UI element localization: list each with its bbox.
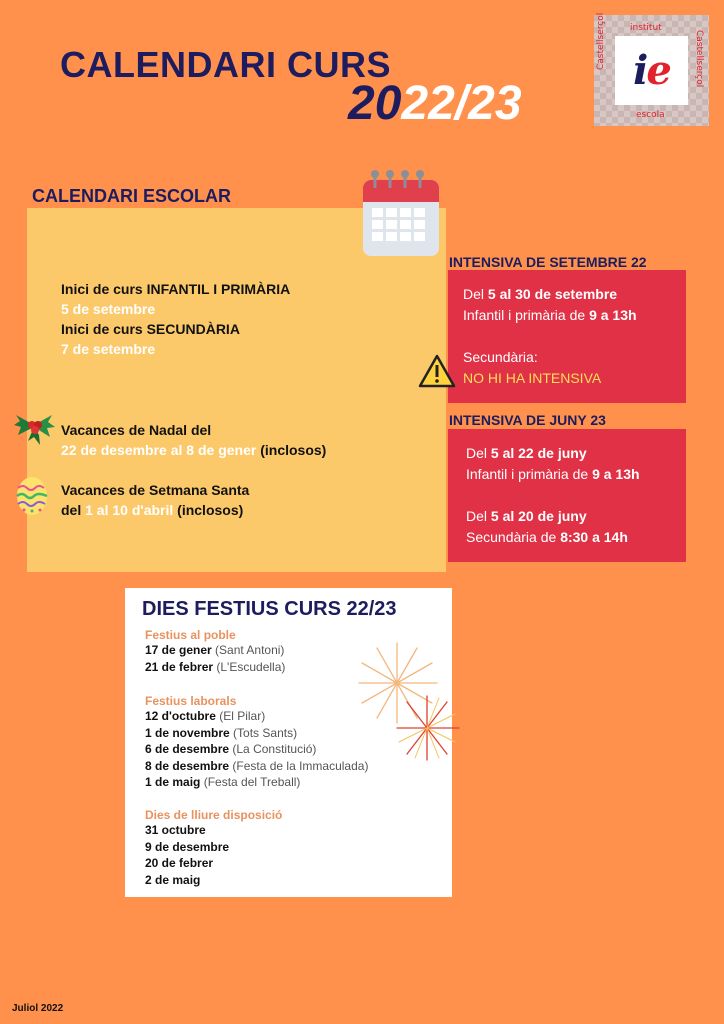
sept-dates: 5 al 30 de setembre	[487, 286, 618, 302]
sept-secondary-label: Secundària:	[463, 349, 538, 365]
local-holidays	[145, 628, 285, 675]
holiday-date: 12 d'octubre	[145, 709, 216, 723]
intensive-sept-box	[448, 270, 686, 403]
holly-icon	[12, 405, 56, 447]
logo-text-left: Castellserçol	[596, 12, 606, 70]
sept-line2-pre: Infantil i primària de	[463, 307, 586, 323]
holiday-name: (Sant Antoni)	[215, 643, 285, 657]
free-day-date: 20 de febrer	[145, 856, 214, 870]
footer-date: Juliol 2022	[12, 1003, 64, 1014]
sept-line1-pre: Del	[463, 286, 485, 302]
list-item	[145, 855, 282, 872]
holiday-date: 21 de febrer	[145, 659, 214, 674]
start-primary	[61, 279, 290, 359]
logo-text-right: Castellserçol	[694, 30, 704, 88]
easter-egg-icon	[15, 474, 49, 516]
holidays-title: DIES FESTIUS CURS 22/23	[142, 598, 397, 620]
calendar-icon	[361, 168, 441, 258]
holiday-date: 1 de novembre	[145, 725, 230, 740]
logo-mark-e: e	[646, 47, 670, 94]
june-secondary-dates: 5 al 20 de juny	[490, 508, 587, 524]
start-secondary-label: Inici de curs SECUNDÀRIA	[61, 321, 240, 337]
june-primary-dates: 5 al 22 de juny	[490, 445, 587, 461]
june-line3-pre: Del	[466, 508, 488, 524]
june-line4-pre: Secundària de	[466, 529, 557, 545]
school-logo	[594, 12, 709, 126]
june-secondary-hours: 8:30 a 14h	[560, 529, 628, 545]
holiday-name: (El Pilar)	[219, 709, 266, 723]
list-item	[145, 725, 368, 742]
holiday-date: 1 de maig	[145, 775, 201, 789]
christmas-holidays	[61, 420, 326, 460]
logo-text-top: institut	[630, 23, 662, 33]
list-item	[145, 872, 282, 889]
intensive-june-text	[466, 443, 640, 548]
holidays-box	[125, 588, 452, 897]
start-primary-date: 5 de setembre	[61, 301, 156, 317]
fireworks-icon	[357, 638, 467, 768]
christmas-label: Vacances de Nadal del	[61, 422, 212, 438]
list-item	[145, 708, 368, 725]
logo-mark	[615, 36, 688, 105]
intensive-june-heading: INTENSIVA DE JUNY 23	[449, 412, 606, 428]
holiday-date: 6 de desembre	[145, 742, 230, 756]
page-title: CALENDARI CURS	[60, 44, 391, 85]
page-title-year	[348, 76, 522, 131]
easter-holidays	[61, 480, 249, 520]
june-line2-pre: Infantil i primària de	[466, 466, 589, 482]
easter-label: Vacances de Setmana Santa	[61, 482, 250, 498]
christmas-dates: 22 de desembre al 8 de gener	[61, 442, 257, 458]
school-calendar-heading: CALENDARI ESCOLAR	[32, 186, 232, 206]
holiday-name: (La Constitució)	[232, 742, 317, 756]
warning-icon	[418, 354, 456, 388]
holiday-date: 17 de gener	[145, 643, 212, 657]
list-item	[145, 822, 282, 839]
list-item	[145, 758, 368, 775]
intensive-june-box	[448, 429, 686, 562]
easter-dates: 1 al 10 d'abril	[85, 502, 174, 518]
local-holidays-label: Festius al poble	[145, 628, 236, 642]
intensive-sept-heading: INTENSIVA DE SETEMBRE 22	[449, 254, 647, 270]
free-days-label: Dies de lliure disposició	[145, 808, 283, 822]
easter-suffix: (inclosos)	[177, 502, 244, 518]
holiday-name: (Festa del Treball)	[203, 775, 301, 789]
year-part-dark: 20	[348, 77, 402, 130]
logo-text-bottom: escola	[636, 110, 665, 120]
year-part-light: 22/23	[401, 77, 522, 130]
start-secondary-date: 7 de setembre	[61, 341, 156, 357]
list-item	[145, 741, 368, 758]
holiday-name: (L'Escudella)	[216, 659, 286, 674]
free-days	[145, 808, 282, 888]
logo-mark-i: i	[633, 47, 647, 94]
start-primary-label: Inici de curs INFANTIL I PRIMÀRIA	[61, 281, 291, 297]
intensive-sept-text	[463, 284, 637, 389]
sept-no-intensive: NO HI HA INTENSIVA	[463, 370, 602, 386]
christmas-suffix: (inclosos)	[260, 442, 327, 458]
list-item	[145, 774, 368, 791]
june-line1-pre: Del	[466, 445, 488, 461]
list-item	[145, 839, 282, 856]
list-item	[145, 659, 285, 676]
free-day-date: 9 de desembre	[145, 839, 230, 854]
work-holidays	[145, 694, 368, 791]
holiday-name: (Festa de la Immaculada)	[232, 758, 369, 773]
easter-prefix: del	[61, 502, 82, 518]
june-primary-hours: 9 a 13h	[592, 466, 640, 482]
holiday-date: 8 de desembre	[145, 758, 230, 773]
sept-hours: 9 a 13h	[589, 307, 637, 323]
work-holidays-label: Festius laborals	[145, 694, 237, 708]
free-day-date: 2 de maig	[145, 872, 201, 887]
list-item	[145, 642, 285, 659]
holiday-name: (Tots Sants)	[233, 725, 298, 740]
free-day-date: 31 octubre	[145, 823, 206, 837]
